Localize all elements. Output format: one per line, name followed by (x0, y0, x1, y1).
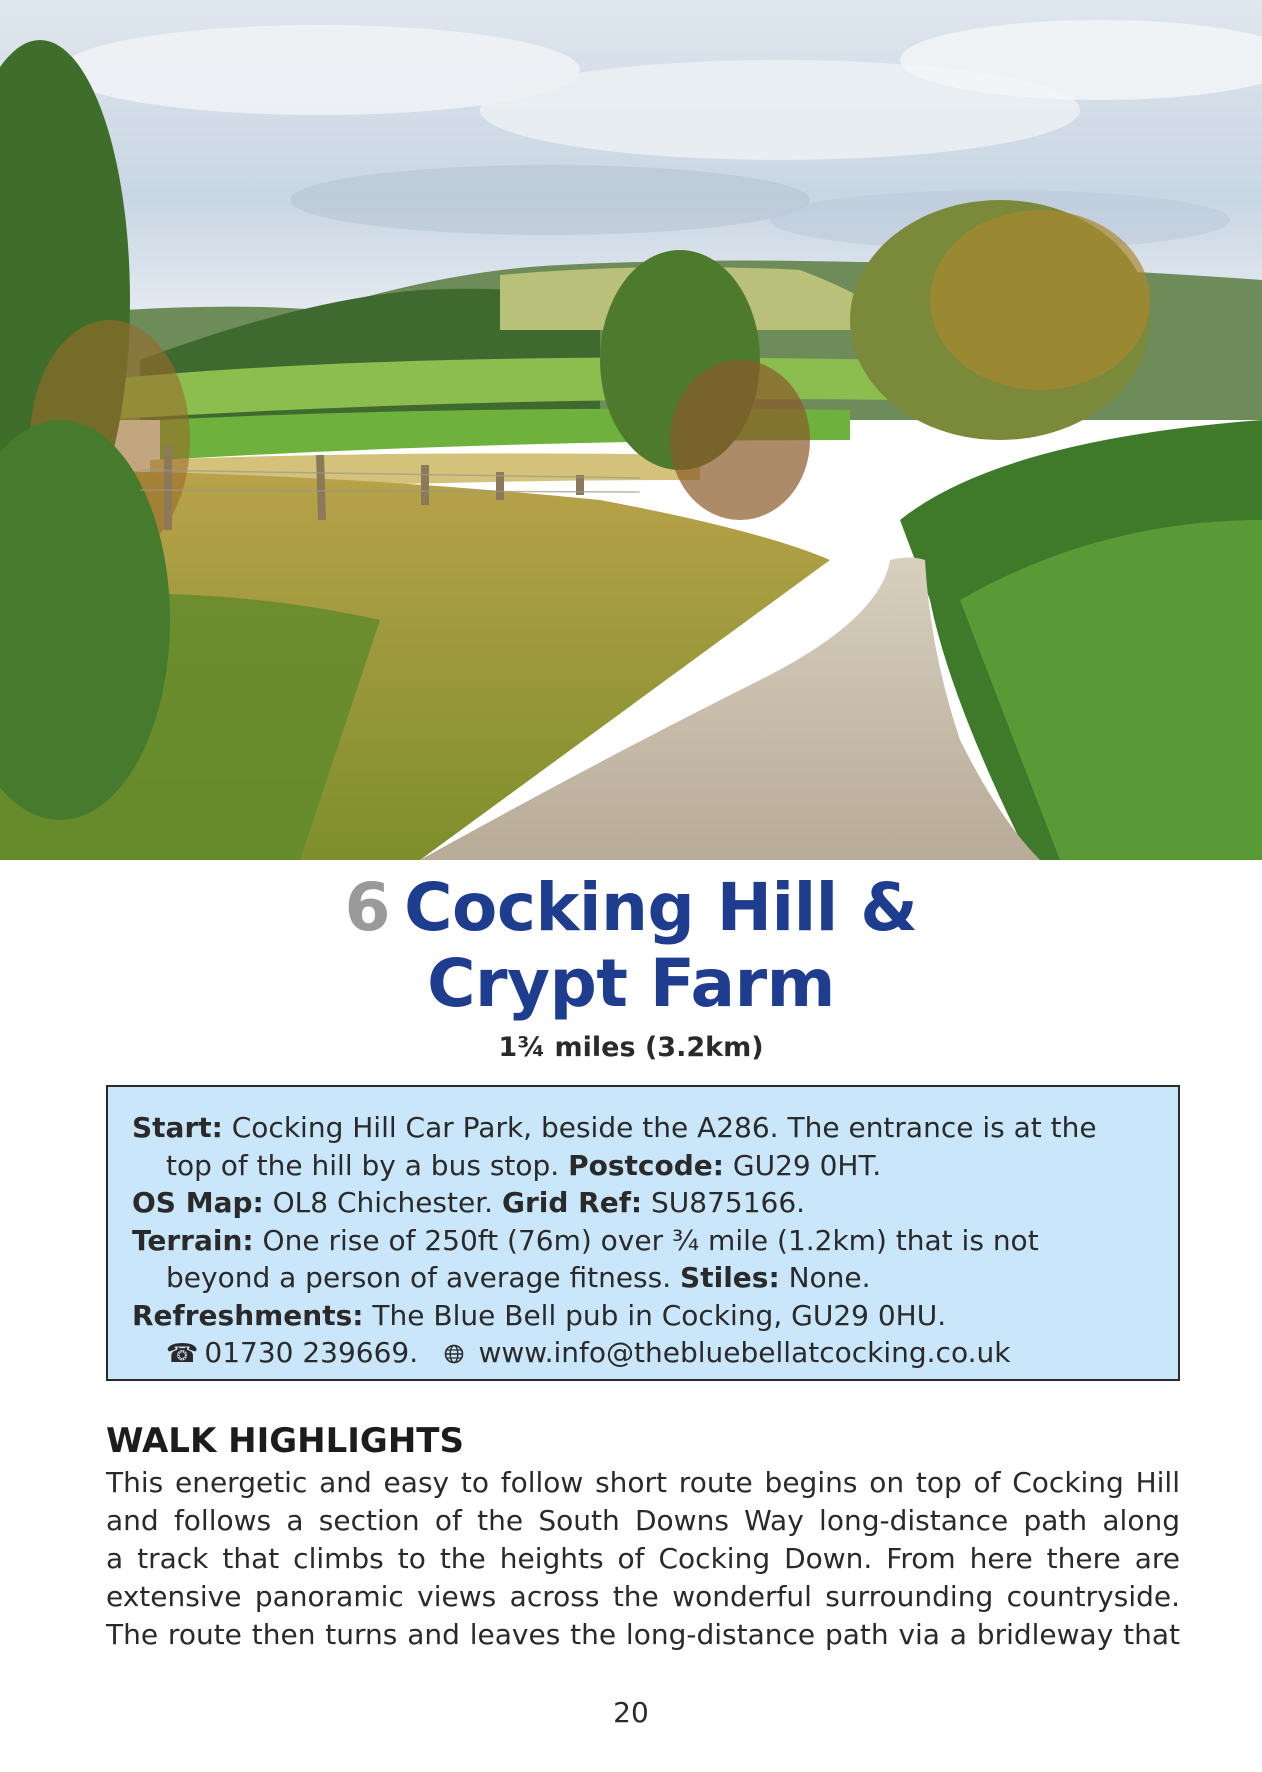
terrain-text-2: beyond a person of average fitness. (166, 1261, 672, 1294)
osmap-label: OS Map: (132, 1186, 264, 1219)
walk-title-block (0, 870, 1262, 1063)
walk-distance: 1¾ miles (3.2km) (498, 1032, 764, 1063)
walk-highlights-text (106, 1464, 1180, 1654)
phone-number[interactable]: 01730 239669. (204, 1336, 419, 1369)
page-number: 20 (613, 1696, 649, 1729)
terrain-text-1: One rise of 250ft (76m) over ¾ mile (1.2km) that is not (262, 1223, 1039, 1257)
web-icon (436, 1339, 473, 1369)
start-text-1: Cocking Hill Car Park, beside the A286. The entrance is at the (231, 1111, 1097, 1144)
landscape-image (0, 0, 1262, 860)
terrain-line-2 (132, 1259, 1154, 1297)
terrain-label: Terrain: (132, 1223, 254, 1257)
postcode-value: GU29 0HT. (732, 1148, 882, 1182)
osmap-value: OL8 Chichester. (272, 1186, 494, 1219)
refreshments-line (132, 1297, 1154, 1335)
refreshments-label: Refreshments: (132, 1298, 364, 1332)
phone-icon: ☎ (166, 1339, 199, 1369)
walk-info-box (106, 1085, 1180, 1381)
terrain-line (132, 1222, 1154, 1260)
walk-number: 6 (344, 869, 391, 946)
stiles-value: None. (788, 1261, 871, 1294)
walk-title-line-1 (0, 870, 1262, 946)
start-line-2 (132, 1147, 1154, 1185)
osmap-line (132, 1184, 1154, 1222)
highlights-line: a track that climbs to the heights of Cocking Down. From here there are (106, 1542, 1180, 1575)
gridref-label: Grid Ref: (501, 1186, 643, 1219)
highlights-line: The route then turns and leaves the long-distance path via a bridleway that (106, 1618, 1180, 1651)
postcode-label: Postcode: (568, 1148, 724, 1182)
contact-line (132, 1334, 1154, 1374)
gridref-value: SU875166. (650, 1186, 806, 1219)
walk-title-text-1: Cocking Hill & (404, 869, 918, 946)
refreshments-text: The Blue Bell pub in Cocking, GU29 0HU. (372, 1298, 947, 1332)
start-text-2: top of the hill by a bus stop. (166, 1148, 560, 1182)
website-link[interactable]: www.info@thebluebellatcocking.co.uk (478, 1336, 1011, 1369)
walk-title-line-2: Crypt Farm (427, 945, 835, 1022)
countryside-track-photo (0, 0, 1262, 860)
highlights-line: and follows a section of the South Downs Way long-distance path along (106, 1504, 1180, 1537)
highlights-line: extensive panoramic views across the wonderful surrounding countryside. (106, 1580, 1180, 1613)
highlights-line: This energetic and easy to follow short route begins on top of Cocking Hill (106, 1466, 1180, 1499)
walk-highlights-section (106, 1420, 1180, 1654)
start-label: Start: (132, 1111, 223, 1144)
stiles-label: Stiles: (680, 1261, 780, 1294)
walk-highlights-heading: WALK HIGHLIGHTS (106, 1421, 464, 1461)
start-line (132, 1109, 1154, 1147)
